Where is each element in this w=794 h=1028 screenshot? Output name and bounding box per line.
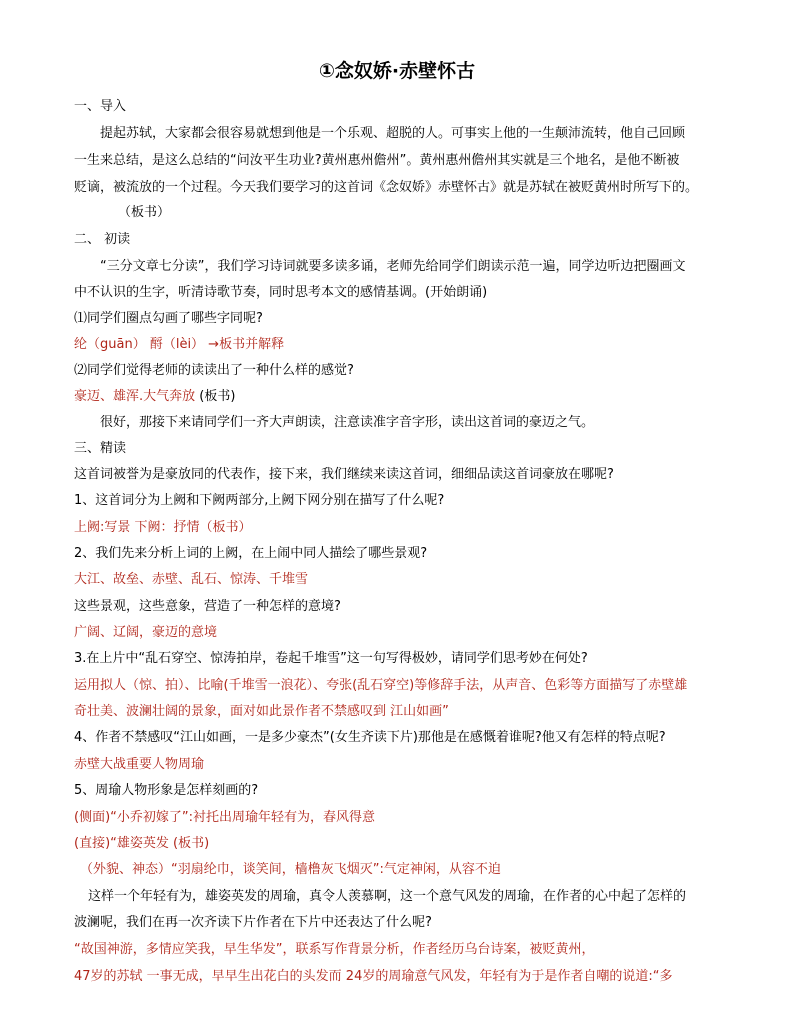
paragraph-line: 这样一个年轻有为，雄姿英发的周瑜，真令人羡慕啊，这一个意气风发的周瑜，在作者的心中起了怎样的 bbox=[88, 889, 687, 904]
paragraph-line: 贬谪，被流放的一个过程。今天我们要学习的这首词《念奴娇》赤壁怀古》就是苏轼在被贬黄州时所写下的。 bbox=[74, 180, 699, 195]
answer-line: “故国神游，多情应笑我，早生华发”，联系写作背景分析，作者经历乌台诗案，被贬黄州， bbox=[74, 942, 595, 957]
paragraph-line: “三分文章七分读”，我们学习诗词就要多读多诵，老师先给同学们朗读示范一遍，同学边听边把圈画文 bbox=[100, 259, 686, 274]
paragraph-line: 一生来总结，是这么总结的“问汝平生功业?黄州惠州儋州”。黄州惠州儋州其实就是三个地名，是他不断被 bbox=[74, 153, 680, 168]
question-line: 1、这首词分为上阙和下阙两部分,上阙下网分别在描写了什么呢? bbox=[74, 493, 445, 508]
paragraph-line: 提起苏轼，大家都会很容易就想到他是一个乐观、超脱的人。可事实上他的一生颠沛流转，他自己回顾 bbox=[100, 126, 686, 141]
paragraph-line: 这首词被誉为是豪放同的代表作，接下来，我们继续来读这首词，细细品读这首词豪放在哪呢? bbox=[74, 467, 614, 482]
answer-line: (侧面)“小乔初嫁了”:衬托出周瑜年轻有为，春风得意 bbox=[74, 810, 375, 825]
board-note: （板书） bbox=[118, 205, 171, 220]
answer-line: (直接)“雄姿英发 (板书) bbox=[74, 836, 210, 851]
answer-line: 47岁的苏轼 一事无成，早早生出花白的头发而 24岁的周瑜意气风发，年轻有为于是作者自嘲的说道:“多 bbox=[74, 969, 673, 984]
question-line: 这些景观，这些意象，营造了一种怎样的意境? bbox=[74, 599, 341, 614]
answer-line: 大江、故垒、赤壁、乱石、惊涛、千堆雪 bbox=[74, 572, 309, 587]
answer-line: （外貌、神态）“羽扇纶巾，谈笑间，樯橹灰飞烟灭”:气定神闲，从容不迫 bbox=[80, 862, 501, 877]
answer-line: 广阔、辽阔，豪迈的意境 bbox=[74, 625, 218, 640]
answer-text: 豪迈、雄浑.大气奔放 bbox=[74, 389, 196, 404]
paragraph-line: 中不认识的生字，听清诗歌节奏，同时思考本文的感情基调。(开始朗诵) bbox=[74, 285, 488, 300]
answer-line: 上阙:写景 下阙：抒情（板书） bbox=[74, 520, 252, 535]
board-note: (板书) bbox=[195, 389, 236, 404]
paragraph-line: 很好，那接下来请同学们一齐大声朗读，注意读准字音字形，读出这首词的豪迈之气。 bbox=[100, 415, 595, 430]
question-line: 2、我们先来分析上词的上阙，在上闹中同人描绘了哪些景观? bbox=[74, 546, 428, 561]
answer-line: 运用拟人（惊、拍）、比喻(千堆雪一浪花）、夸张(乱石穿空)等修辞手法，从声音、色彩等方面描写了赤壁雄 bbox=[74, 678, 688, 693]
question-line: ⑴同学们圈点勾画了哪些字同呢? bbox=[74, 311, 263, 326]
paragraph-line: 波澜呢，我们在再一次齐读下片作者在下片中还表达了什么呢? bbox=[74, 915, 432, 930]
question-line: ⑵同学们觉得老师的读读出了一种什么样的感觉? bbox=[74, 363, 354, 378]
answer-line: 赤壁大战重要人物周瑜 bbox=[74, 757, 205, 772]
question-line: 3.在上片中“乱石穿空、惊涛拍岸，卷起千堆雪”这一句写得极妙，请同学们思考妙在何处? bbox=[74, 651, 588, 666]
answer-line: 奇壮美、波澜壮阔的景象，面对如此景作者不禁感叹到 江山如画” bbox=[74, 704, 449, 719]
question-line: 5、周瑜人物形象是怎样刻画的? bbox=[74, 783, 259, 798]
answer-line-with-note bbox=[74, 388, 235, 406]
section-heading-intro: 一、导入 bbox=[74, 99, 127, 114]
question-line: 4、作者不禁感叹“江山如画，一是多少豪杰”(女生齐读下片)那他是在感慨着谁呢?他又有怎样的特点呢? bbox=[74, 730, 666, 745]
section-heading-close-read: 三、精读 bbox=[74, 441, 127, 456]
answer-line: 纶（guān） 酹（lèi） →板书并解释 bbox=[74, 337, 285, 352]
section-heading-first-read: 二、 初读 bbox=[74, 232, 131, 247]
page-title: ①念奴娇·赤壁怀古 bbox=[318, 60, 476, 82]
